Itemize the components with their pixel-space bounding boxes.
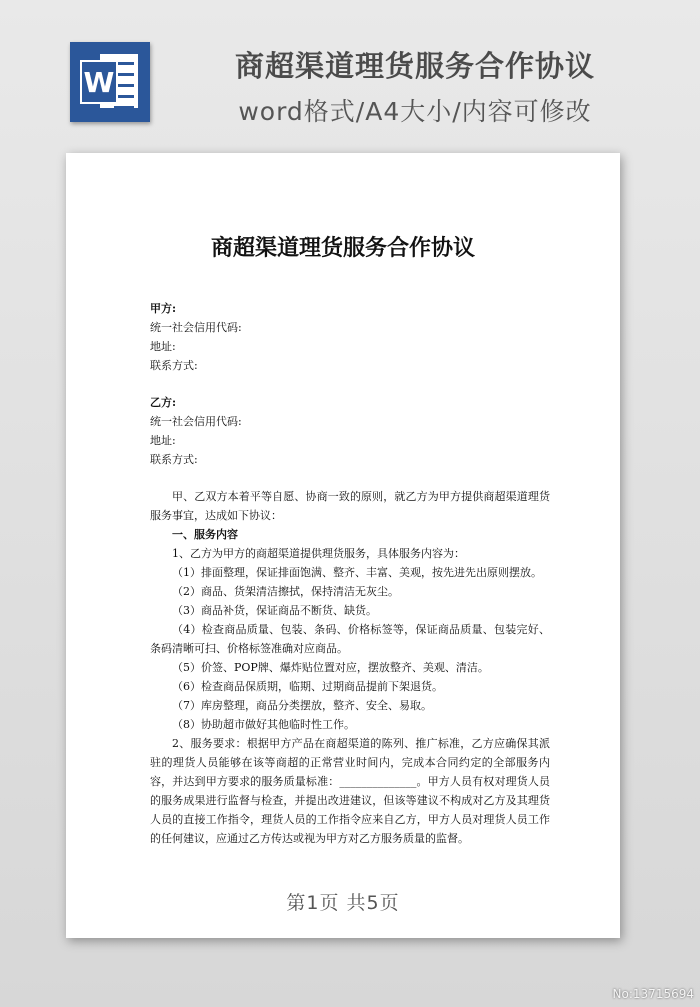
party-b-block	[150, 393, 550, 469]
section-heading: 一、服务内容	[172, 528, 238, 541]
party-a-label: 甲方:	[150, 302, 177, 315]
clause-1: 1、乙方为甲方的商超渠道提供理货服务，具体服务内容为：	[172, 547, 465, 560]
header-title: 商超渠道理货服务合作协议	[234, 49, 595, 83]
intro-paragraph: 甲、乙双方本着平等自愿、协商一致的原则，就乙方为甲方提供商超渠道理货服务事宜，达成如下协议：	[150, 490, 550, 522]
party-b-address: 地址:	[150, 434, 176, 447]
word-w-icon: W	[80, 60, 118, 104]
party-b-contact: 联系方式:	[150, 453, 198, 466]
party-a-address: 地址:	[150, 340, 176, 353]
service-item: （7）库房整理，商品分类摆放，整齐、安全、易取。	[172, 699, 432, 712]
service-item: （1）排面整理，保证排面饱满、整齐、丰富、美观，按先进先出原则摆放。	[172, 566, 542, 579]
document-title: 商超渠道理货服务合作协议	[210, 235, 475, 261]
page-indicator: 第1页 共5页	[286, 892, 400, 914]
clause-2: 2、服务要求：根据甲方产品在商超渠道的陈列、推广标准，乙方应确保其派驻的理货人员能够在该等商超的正常营业时间内，完成本合同约定的全部服务内容，并达到甲方要求的服务质量标准：______________。甲方人员有权对理货人员的服务成果进行监督与检查，并提出改进建议，但该等建议不构成对乙方及其理货人员的直接工作指令，理货人员的工作指令应来自乙方，甲方人员对理货人员工作的任何建议，应通过乙方传达或视为甲方对乙方服务质量的监督。	[150, 737, 550, 845]
document-page	[66, 153, 620, 938]
image-id-watermark: No:13715694	[612, 987, 694, 1001]
service-item: （5）价签、POP牌、爆炸贴位置对应，摆放整齐、美观、清洁。	[172, 661, 489, 674]
service-item: （6）检查商品保质期，临期、过期商品提前下架退货。	[172, 680, 443, 693]
service-item: （3）商品补货，保证商品不断货、缺货。	[172, 604, 377, 617]
service-item: （4）检查商品质量、包装、条码、价格标签等，保证商品质量、包装完好、条码清晰可扫、价格标签准确对应商品。	[150, 623, 550, 655]
service-item: （8）协助超市做好其他临时性工作。	[172, 718, 355, 731]
party-b-credit-code: 统一社会信用代码:	[150, 415, 242, 428]
party-a-credit-code: 统一社会信用代码:	[150, 321, 242, 334]
party-b-label: 乙方:	[150, 396, 177, 409]
header-subtitle: word格式/A4大小/内容可修改	[238, 97, 592, 126]
party-a-contact: 联系方式:	[150, 359, 198, 372]
word-document-icon	[70, 42, 150, 122]
document-body	[150, 299, 550, 848]
service-item: （2）商品、货架清洁擦拭，保持清洁无灰尘。	[172, 585, 399, 598]
party-a-block	[150, 299, 550, 375]
